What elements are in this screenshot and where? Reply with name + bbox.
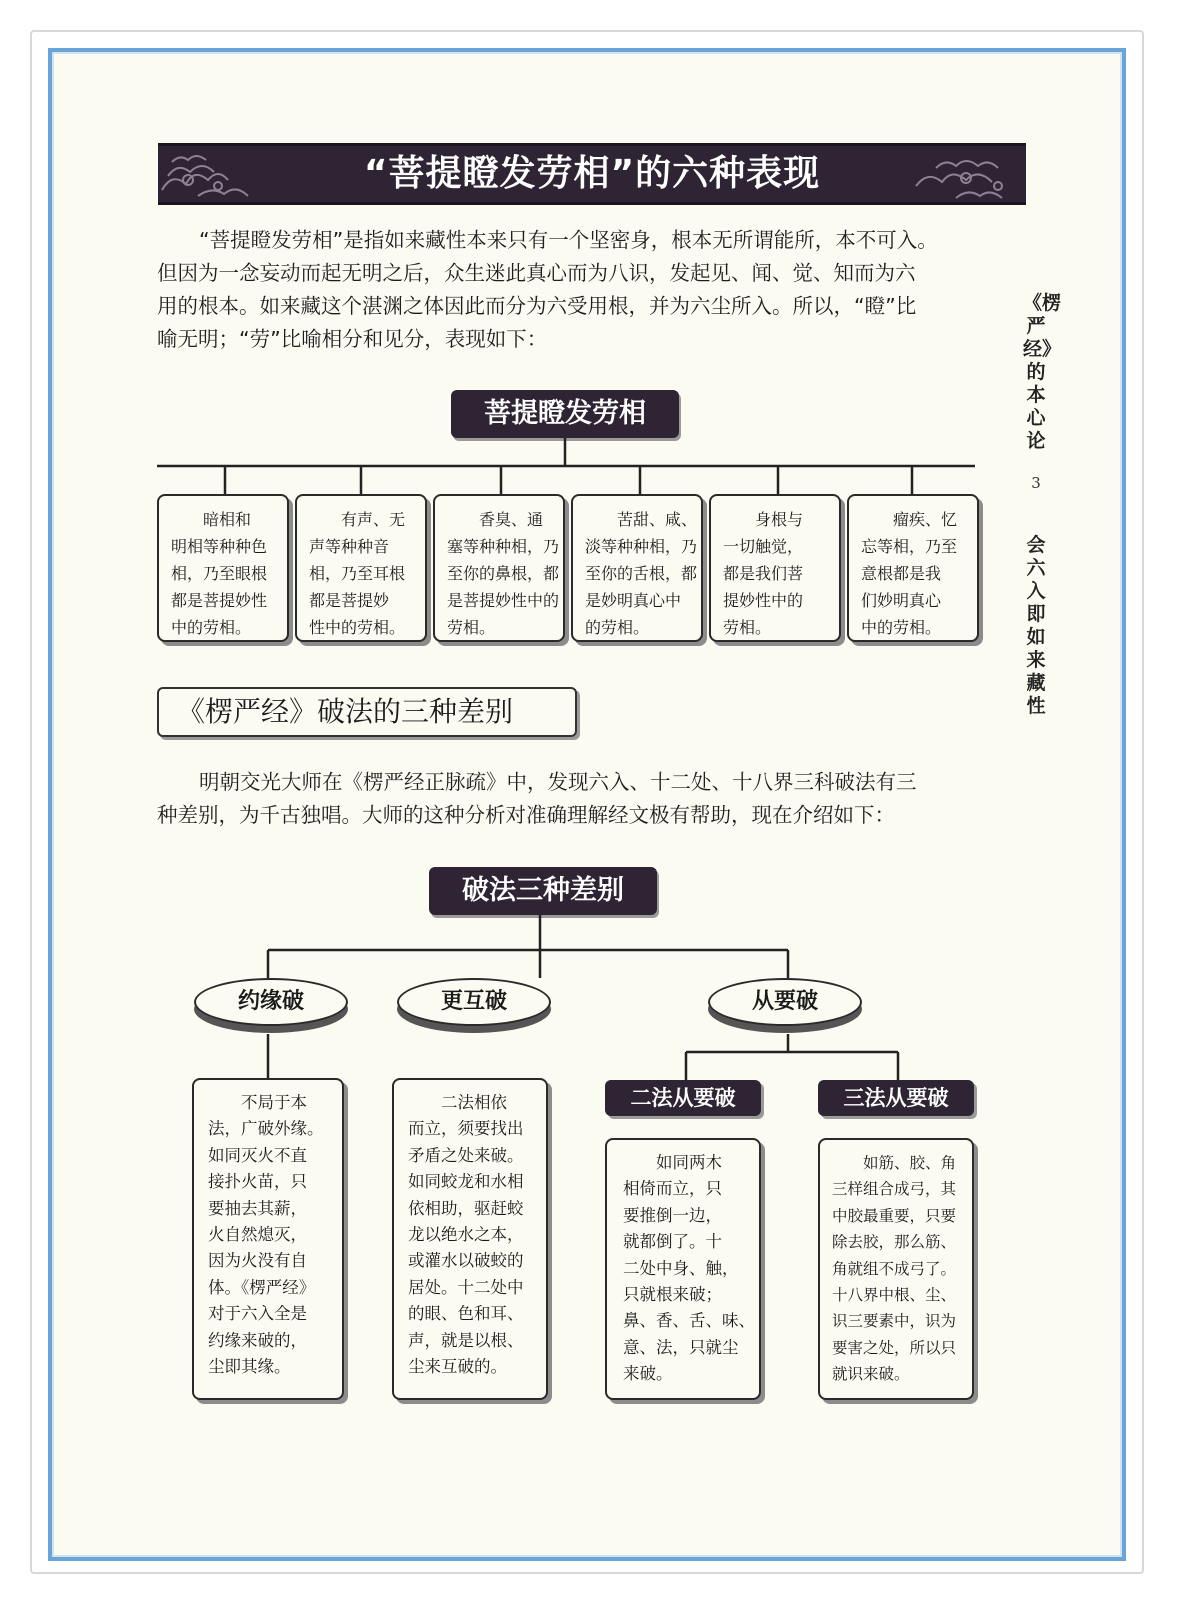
tree1-root: 菩提瞪发劳相 (451, 390, 679, 438)
tree1-leaf: 苦甜、咸、 淡等种种相，乃 至你的舌根，都 是妙明真心中 的劳相。 (571, 494, 703, 642)
tree1-leaf: 身根与 一切触觉， 都是我们菩 提妙性中的 劳相。 (709, 494, 841, 642)
tree1-leaf: 有声、无 声等种种音 相，乃至耳根 都是菩提妙 性中的劳相。 (295, 494, 427, 642)
tree2-box-erfa: 如同两木 相倚而立，只 要推倒一边， 就都倒了。十 二处中身、触， 只就根来破； 鼻、香、舌、味、 意、法，只就尘 来破。 (605, 1138, 761, 1400)
branch-genghu: 更互破 (397, 978, 551, 1026)
tree1-leaf: 暗相和 明相等种种色 相，乃至眼根 都是菩提妙性 中的劳相。 (157, 494, 289, 642)
intro-line: 喻无明；“劳”比喻相分和见分，表现如下： (157, 327, 548, 351)
branch-yueyuan: 约缘破 (194, 978, 348, 1026)
banner-title: “菩提瞪发劳相”的六种表现 (363, 153, 821, 194)
sub-branch-erfa: 二法从要破 (605, 1080, 761, 1116)
side-running-title: 《楞严经》的本心论 (1023, 292, 1062, 452)
sub-branch-sanfa: 三法从要破 (818, 1080, 974, 1116)
tree1-leaf: 香臭、通 塞等种种相，乃 至你的鼻根，都 是菩提妙性中的 劳相。 (433, 494, 565, 642)
tree2-box-yueyuan: 不局于本 法，广破外缘。 如同灭火不直 接扑火苗，只 要抽去其薪， 火自然熄灭， 因为火没有自 体。《楞严经》 对于六入全是 约缘来破的， 尘即其缘。 (192, 1078, 344, 1400)
tree2-root: 破法三种差别 (429, 867, 657, 915)
intro-line: 用的根本。如来藏这个湛渊之体因此而分为六受用根，并为六尘所入。所以，“瞪”比 (157, 294, 917, 318)
para2-line: 种差别，为千古独唱。大师的这种分析对准确理解经文极有帮助，现在介绍如下： (157, 803, 895, 827)
side-section-title: 会六入即如来藏性 (1026, 534, 1046, 717)
tree2-box-sanfa: 如筋、胶、角 三样组合成弓，其 中胶最重要，只要 除去胶，那么筋、 角就组不成弓了。 十八界中根、尘、 识三要素中，识为 要害之处，所以只 就识来破。 (818, 1138, 974, 1400)
intro-line: “菩提瞪发劳相”是指如来藏性本来只有一个坚密身，根本无所谓能所，本不可入。 (199, 228, 938, 252)
tree1-leaf: 瘤疾、忆 忘等相，乃至 意根都是我 们妙明真心 中的劳相。 (847, 494, 979, 642)
para2-line: 明朝交光大师在《楞严经正脉疏》中，发现六入、十二处、十八界三科破法有三 (199, 770, 917, 794)
branch-congyao: 从要破 (708, 978, 862, 1026)
section-heading: 《楞严经》破法的三种差别 (157, 687, 577, 737)
intro-line: 但因为一念妄动而起无明之后，众生迷此真心而为八识，发起见、闻、觉、知而为六 (157, 261, 916, 285)
tree2-box-genghu: 二法相依 而立，须要找出 矛盾之处来破。 如同蛟龙和水相 依相助，驱赶蛟 龙以绝水之本， 或灌水以破蛟的 居处。十二处中 的眼、色和耳、 声，就是以根、 尘来互破的。 (392, 1078, 548, 1400)
side-page-number: 3 (1031, 474, 1041, 492)
